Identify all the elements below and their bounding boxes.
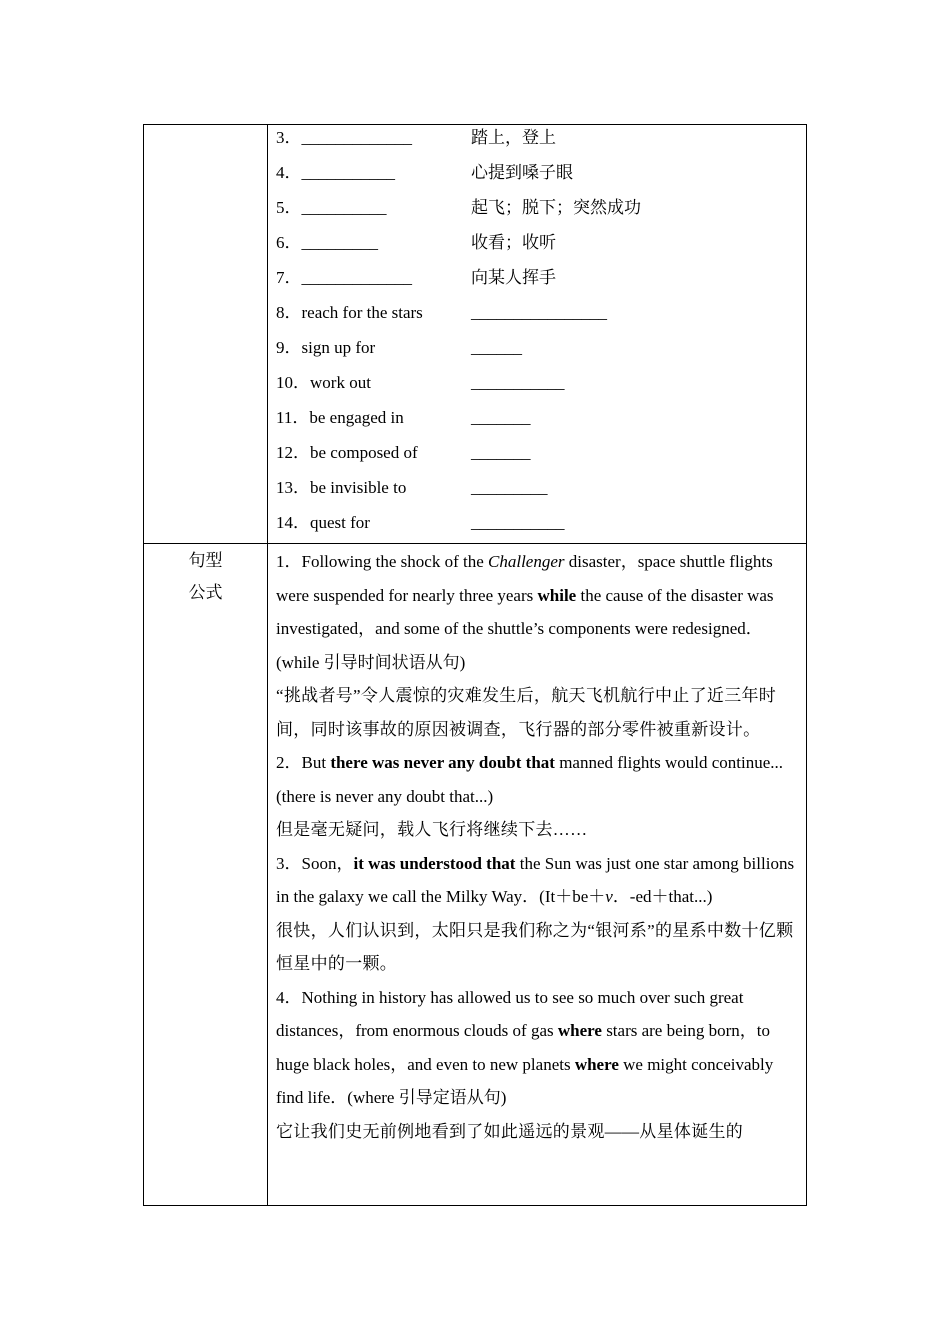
section-label: 句型 公式 (188, 551, 223, 603)
vocab-meaning: 向某人挥手 (471, 268, 556, 287)
vocab-meaning: _______ (471, 443, 531, 462)
vocab-term: reach for the stars (301, 303, 423, 322)
vocab-meaning: ______ (471, 338, 522, 357)
vocab-meaning: ________________ (471, 303, 607, 322)
vocab-term: be invisible to (310, 478, 407, 497)
vocab-term: _________ (301, 233, 378, 252)
sentence-2-english: 2．But there was never any doubt that manned flights would continue...(there is never any doubt that...) (276, 753, 784, 806)
vocab-item: 7．_____________ 向某人挥手 (276, 265, 796, 300)
vocab-term: ___________ (301, 163, 395, 182)
vocab-item: 14．quest for ___________ (276, 510, 796, 545)
sentence-4-translation: 它让我们史无前例地看到了如此遥远的景观——从星体诞生的 (276, 1121, 744, 1141)
sentence-1-translation: “挑战者号”令人震惊的灾难发生后，航天飞机航行中止了近三年时间，同时该事故的原因被调查，飞行器的部分零件被重新设计。 (276, 686, 777, 739)
vocab-term: be engaged in (309, 408, 404, 427)
vocab-item: 3．_____________ 踏上，登上 (276, 125, 796, 160)
sentence-2-translation: 但是毫无疑问，载人飞行将继续下去…… (276, 820, 588, 839)
vocab-item: 8．reach for the stars ________________ (276, 300, 796, 335)
vocab-meaning: _______ (471, 408, 531, 427)
sentence-1-english: 1．Following the shock of the Challenger disaster，space shuttle flights were suspended for nearly three years while the cause of the disaster was investigated，and some of the shuttle’s components were redesigned．(while 引导时间状语从句) (276, 552, 774, 672)
sentence-3-translation: 很快，人们认识到，太阳只是我们称之为“银河系”的星系中数十亿颗恒星中的一颗。 (276, 920, 794, 973)
vocab-meaning: 踏上，登上 (471, 128, 556, 147)
vocab-meaning: 收看；收听 (471, 233, 556, 252)
vocab-item: 11．be engaged in _______ (276, 405, 796, 440)
vocab-item: 13．be invisible to _________ (276, 475, 796, 510)
vocab-term: quest for (310, 513, 370, 532)
vocab-meaning: _________ (471, 478, 548, 497)
vocab-item: 5．__________ 起飞；脱下；突然成功 (276, 195, 796, 230)
vocab-term: __________ (301, 198, 387, 217)
vocab-meaning: 起飞；脱下；突然成功 (471, 198, 641, 217)
vocab-meaning: ___________ (471, 513, 565, 532)
vocab-term: work out (310, 373, 371, 392)
sentence-patterns (276, 545, 802, 1148)
vocab-item: 10．work out ___________ (276, 370, 796, 405)
vocab-item: 9．sign up for ______ (276, 335, 796, 370)
vocab-sentence-table (143, 124, 807, 1206)
vocab-term: _____________ (301, 128, 412, 147)
sentence-3-english: 3．Soon，it was understood that the Sun was just one star among billions in the galaxy we call the Milky Way．(It＋be＋v．-ed＋that...) (276, 853, 795, 906)
sentence-4-english: 4．Nothing in history has allowed us to see so much over such great distances，from enormous clouds of gas where stars are being born，to huge black holes，and even to new planets where we might conceivably find life．(where 引导定语从句) (276, 987, 774, 1107)
vocab-meaning: 心提到嗓子眼 (471, 163, 573, 182)
vocab-list (276, 125, 796, 545)
vocab-term: _____________ (301, 268, 412, 287)
vocab-item: 4．___________ 心提到嗓子眼 (276, 160, 796, 195)
vocab-item: 6．_________ 收看；收听 (276, 230, 796, 265)
column-divider (267, 125, 268, 1205)
vocab-meaning: ___________ (471, 373, 565, 392)
vocab-term: sign up for (301, 338, 376, 357)
vocab-term: be composed of (310, 443, 418, 462)
vocab-item: 12．be composed of _______ (276, 440, 796, 475)
